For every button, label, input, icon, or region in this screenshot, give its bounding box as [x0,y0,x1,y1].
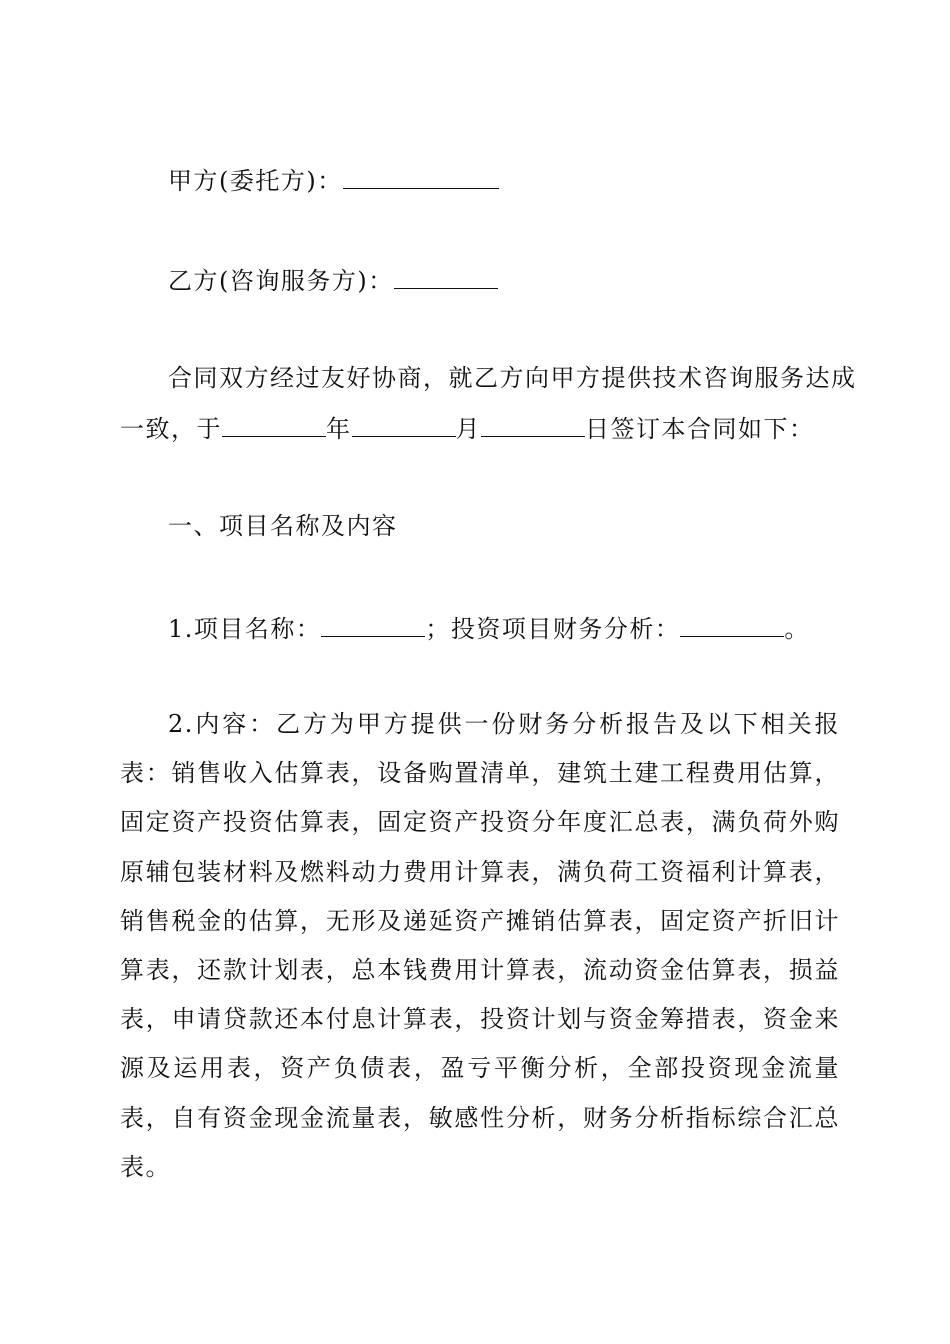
intro-line-1 [168,361,888,395]
intro-prefix: 一致，于 [120,415,222,443]
project-name-blank[interactable] [321,610,425,637]
intro-text-1: 合同双方经过友好协商，就乙方向甲方提供技术咨询服务达成 [168,364,857,392]
party-a-label: 甲方(委托方)： [168,167,343,195]
item1-line [168,610,888,646]
month-blank[interactable] [352,410,456,437]
item1-end: 。 [784,615,810,643]
section-heading [168,509,888,543]
party-a-blank[interactable] [343,162,499,189]
section-heading-text: 一、项目名称及内容 [168,512,398,540]
party-a-line [168,162,888,198]
intro-suffix: 日签订本合同如下： [585,415,815,443]
item1-label: 1.项目名称： [168,615,322,643]
year-label: 年 [326,415,352,443]
year-blank[interactable] [222,410,326,437]
party-b-blank[interactable] [394,262,498,289]
financial-analysis-blank[interactable] [680,610,784,637]
month-label: 月 [455,415,481,443]
party-b-line [168,262,888,298]
intro-line-2 [120,410,840,446]
day-blank[interactable] [481,410,585,437]
item1-separator: ；投资项目财务分析： [425,615,681,643]
item2-paragraph: 2.内容：乙方为甲方提供一份财务分析报告及以下相关报表：销售收入估算表，设备购置清单，建筑土建工程费用估算，固定资产投资估算表，固定资产投资分年度汇总表，满负荷外购原辅包装材料及燃料动力费用计算表，满负荷工资福利计算表，销售税金的估算，无形及递延资产摊销估算表，固定资产折旧计算表，还款计划表，总本钱费用计算表，流动资金估算表，损益表，申请贷款还本付息计算表，投资计划与资金筹措表，资金来源及运用表，资产负债表，盈亏平衡分析，全部投资现金流量表，自有资金现金流量表，敏感性分析，财务分析指标综合汇总表。 [120,710,840,1181]
party-b-label: 乙方(咨询服务方)： [168,267,394,295]
